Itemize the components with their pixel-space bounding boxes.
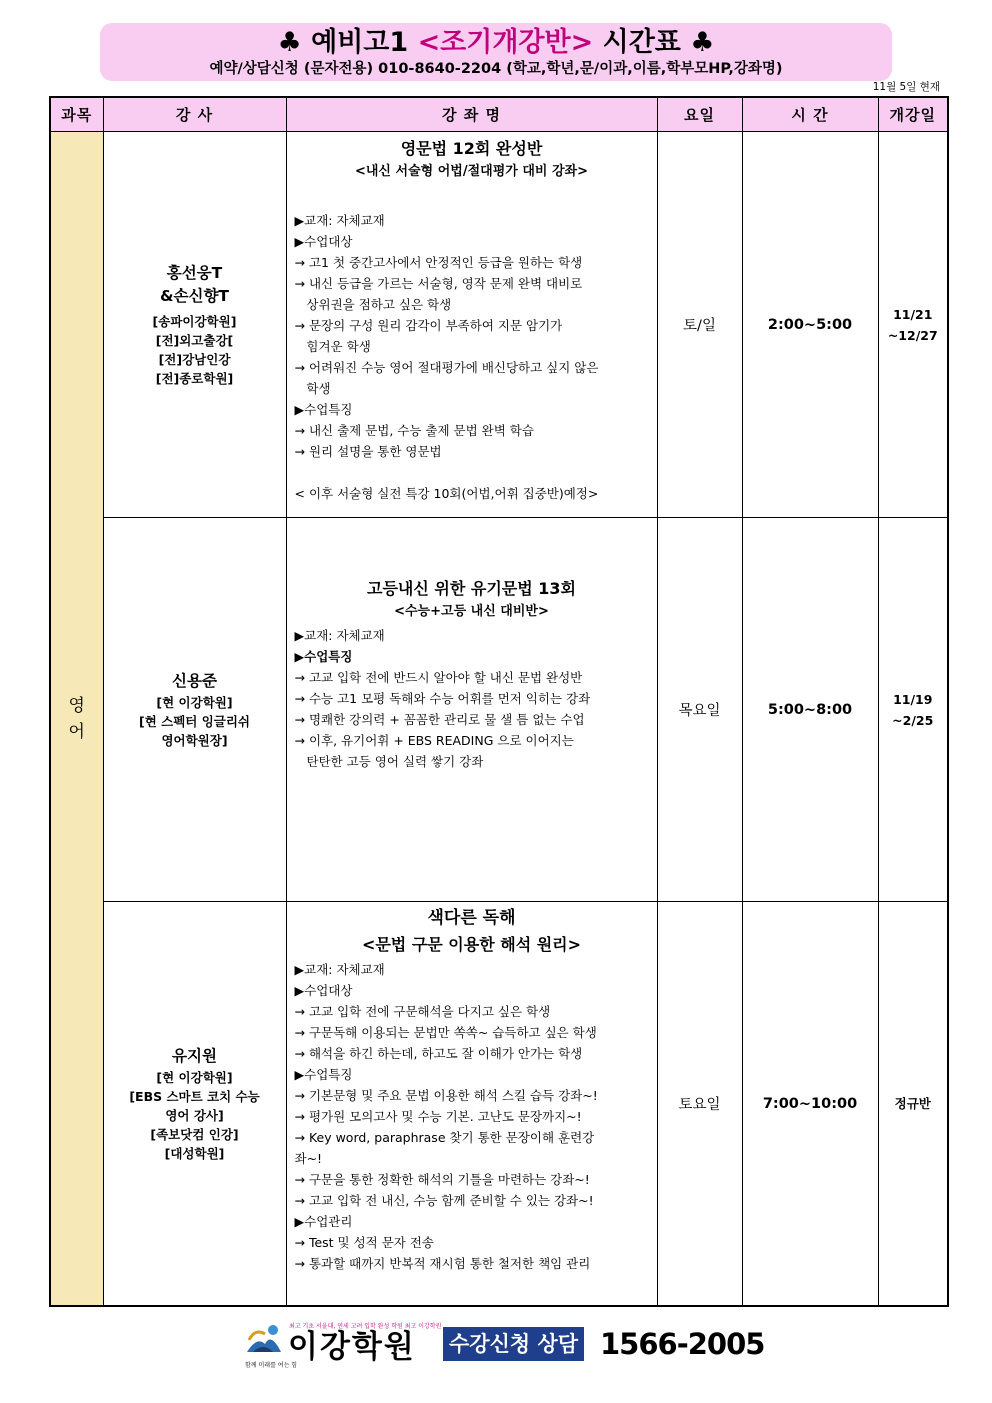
course-detail-line: → 고교 입학 전에 구문해석을 다지고 싶은 학생 [294,1004,551,1019]
course-detail-line: ▶수업관리 [294,1214,353,1229]
start-date-line: 정규반 [894,1096,931,1111]
course-title: 고등내신 위한 유기문법 13회 [367,579,576,598]
contact-subtitle: 예약/상담신청 (문자전용) 010-8640-2204 (학교,학년,문/이과,이름,학부모HP,강좌명) [209,61,783,77]
course-detail-line: → 구문을 통한 정확한 해석의 기틀을 마련하는 강좌~! [294,1172,590,1187]
course-detail-line: → 명쾌한 강의력 + 꼼꼼한 관리로 물 샐 틈 없는 수업 [294,712,585,727]
table-row [50,518,948,902]
course-detail-line: → 수능 고1 모평 독해와 수능 어휘를 먼저 익히는 강좌 [294,691,591,706]
start-date-line: 11/21 [893,306,933,322]
teacher-credentials [104,312,286,388]
day-cell: 토/일 [657,132,742,518]
course-detail-line: ▶수업대상 [294,234,353,249]
subject-char: 영 [68,695,85,716]
time-cell: 5:00~8:00 [742,518,878,902]
credential-line: [EBS 스마트 코치 수능 [129,1088,260,1104]
title-emphasis: <조기개강반> [417,27,594,58]
teacher-name: 유지원 [172,1046,217,1065]
course-detail-line: → 평가원 모의고사 및 수능 기본. 고난도 문장까지~! [294,1109,582,1124]
schedule-table [49,96,949,1307]
course-detail-line: → 이후, 유기어휘 + EBS READING 으로 이어지는 [294,733,574,748]
club-icon: ♣ [690,27,715,58]
credential-line: 영어학원장] [161,732,228,748]
course-details [295,625,649,772]
teacher-name: 신용준 [172,671,217,690]
course-title: 영문법 12회 완성반 [400,139,543,158]
course-detail-line: 상위권을 점하고 싶은 학생 [294,297,452,312]
credential-line: [전]강남인강 [158,351,231,367]
course-detail-line: 좌~! [294,1151,323,1166]
credential-line: [현 이강학원] [156,694,233,710]
course-detail-line: → 기본문형 및 주요 문법 이용한 해석 스킬 습득 강좌~! [294,1088,598,1103]
teacher-cell [103,518,286,902]
course-details [295,959,649,1274]
teacher-cell [103,132,286,518]
credential-line: [현 스펙터 잉글리쉬 [138,713,251,729]
course-detail-line: → 고교 입학 전에 반드시 알아야 할 내신 문법 완성반 [294,670,583,685]
course-detail-line: < 이후 서술형 실전 특강 10회(어법,어휘 집중반)예정> [294,486,599,501]
phone-number: 1566-2005 [600,1327,765,1361]
course-detail-line: ▶교재: 자체교재 [294,628,385,643]
column-header: 과목 [50,97,103,132]
time-cell: 7:00~10:00 [742,902,878,1307]
table-row [50,132,948,518]
column-header: 시 간 [742,97,878,132]
course-subtitle: <문법 구문 이용한 해석 원리> [361,935,582,954]
course-detail-line [295,462,649,483]
column-header: 강 좌 명 [286,97,657,132]
credential-line: [전]외고출강[ [155,332,234,348]
course-subtitle: <수능+고등 내신 대비반> [394,604,549,619]
title-suffix: 시간표 [602,27,681,58]
course-detail-line: → Test 및 성적 문자 전송 [294,1235,434,1250]
page-title [100,26,892,60]
course-detail-line: ▶수업특징 [294,402,353,417]
course-detail-line: 학생 [294,381,331,396]
start-date-line: 11/19 [893,691,933,707]
club-icon: ♣ [277,27,302,58]
day-cell: 목요일 [657,518,742,902]
course-detail-line: → 원리 설명을 통한 영문법 [294,444,442,459]
course-detail-line: ▶수업대상 [294,983,353,998]
subject-char: 어 [68,721,85,742]
start-date-cell [878,518,948,902]
start-date-line: ~12/27 [887,327,938,343]
credential-line: [송파이강학원] [152,313,237,329]
teacher-credentials [104,693,286,750]
course-detail-line: → 해석을 하긴 하는데, 하고도 잘 이해가 안가는 학생 [294,1046,583,1061]
course-detail-line: ▶수업특징 [294,1067,353,1082]
start-date-cell [878,132,948,518]
course-cell [286,132,657,518]
column-header: 요일 [657,97,742,132]
course-detail-line: → 고교 입학 전 내신, 수능 함께 준비할 수 있는 강좌~! [294,1193,594,1208]
credential-line: 영어 강사] [165,1107,224,1123]
column-header: 개강일 [878,97,948,132]
as-of-date: 11월 5일 현재 [872,81,940,93]
table-header-row [50,97,948,132]
credential-line: [족보닷컴 인강] [150,1126,239,1142]
day-cell: 토요일 [657,902,742,1307]
logo-tagline: 최고 기초 서울대, 연세 고려 입학 완성 학원 최고 이강학원 [289,1323,442,1330]
course-detail-line: → 내신 등급을 가르는 서술형, 영작 문제 완벽 대비로 [294,276,583,291]
course-detail-line: → Key word, paraphrase 찾기 통한 문장이해 훈련강 [294,1130,595,1145]
time-cell: 2:00~5:00 [742,132,878,518]
course-detail-line: 탄탄한 고등 영어 실력 쌓기 강좌 [294,754,484,769]
apply-consult-label: 수강신청 상담 [443,1327,584,1361]
table-row [50,902,948,1307]
teacher-cell [103,902,286,1307]
course-cell [286,902,657,1307]
credential-line: [현 이강학원] [156,1069,233,1085]
course-detail-line: → 어려워진 수능 영어 절대평가에 배신당하고 싶지 않은 [294,360,599,375]
title-prefix: 예비고1 [311,27,409,58]
course-detail-line: ▶수업특징 [294,649,353,664]
logo-caption: 함께 미래를 여는 힘 [245,1362,298,1369]
course-detail-line: → 통과할 때까지 반복적 재시험 통한 철저한 책임 관리 [294,1256,591,1271]
course-subtitle: <내신 서술형 어법/절대평가 대비 강좌> [354,164,588,179]
course-detail-line: 힘겨운 학생 [294,339,371,354]
teacher-credentials [104,1068,286,1163]
course-title: 색다른 독해 [427,908,516,928]
start-date-line: ~2/25 [892,712,934,728]
academy-logo-text: 이강학원 [288,1329,416,1365]
teacher-name: 홍선웅T [166,263,223,282]
credential-line: [대성학원] [164,1145,225,1161]
course-detail-line: → 고1 첫 중간고사에서 안정적인 등급을 원하는 학생 [294,255,583,270]
credential-line: [전]종로학원] [155,370,234,386]
teacher-name: &손신향T [159,286,229,305]
course-detail-line: → 구문독해 이용되는 문법만 쏙쏙~ 습득하고 싶은 학생 [294,1025,597,1040]
subject-cell [50,132,103,1307]
course-details [295,189,649,504]
academy-logo-icon [243,1322,283,1358]
course-detail-line [295,189,649,210]
course-cell [286,518,657,902]
course-detail-line: → 문장의 구성 원리 감각이 부족하여 지문 암기가 [294,318,563,333]
column-header: 강 사 [103,97,286,132]
course-detail-line: ▶교재: 자체교재 [294,213,385,228]
course-detail-line: → 내신 출제 문법, 수능 출제 문법 완벽 학습 [294,423,534,438]
course-detail-line: ▶교재: 자체교재 [294,962,385,977]
start-date-cell [878,902,948,1307]
